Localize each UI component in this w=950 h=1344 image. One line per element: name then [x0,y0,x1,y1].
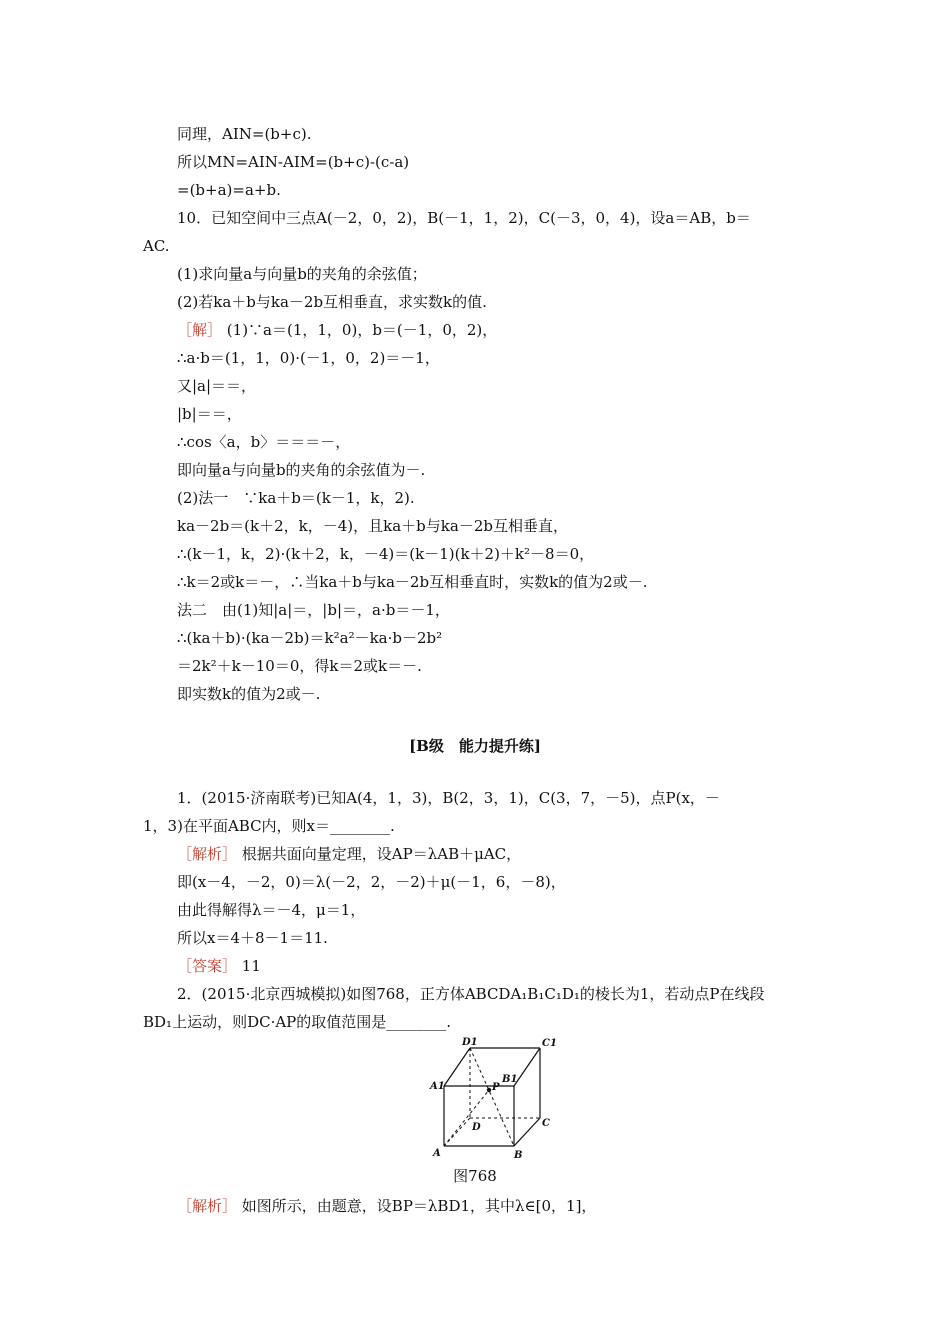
text-line: 法二 由(1)知|a|＝，|b|＝，a·b＝－1， [177,601,450,619]
text-line: 由此得解得λ＝－4，μ＝1， [177,901,366,919]
problem-10: 10．已知空间中三点A(－2，0，2)，B(－1，1，2)，C(－3，0，4)，设a＝AB，b＝ [177,209,751,227]
text-line: 所以x＝4＋8－1＝11. [177,929,328,947]
text-line: 同理，AIN=(b+c). [177,125,312,143]
text-line: AC. [143,237,170,255]
text-line [177,844,521,864]
text-line: 即实数k的值为2或－. [177,685,321,703]
text-line [177,1196,596,1216]
text-line: 即(x－4，－2，0)＝λ(－2，2，－2)＋μ(－1，6，－8)， [177,873,566,891]
text-line: ∴cos〈a，b〉＝＝＝－， [177,433,351,451]
edge-a1d1 [444,1048,470,1086]
text-line: ＝2k²＋k－10＝0，得k＝2或k＝－. [177,657,422,675]
edge-ad [444,1118,470,1146]
text-line: ∴(ka＋b)·(ka－2b)＝k²a²－ka·b－2b² [177,629,443,647]
answer-tag: ［答案］ [177,957,238,975]
label-c: C [542,1118,550,1129]
text-line: 1，3)在平面ABC内，则x＝________. [143,817,395,835]
text-span: (1)∵a＝(1，1，0)，b＝(－1，0，2)， [226,321,498,339]
edge-bc [514,1118,540,1146]
text-line: ∴a·b＝(1，1，0)·(－1，0，2)＝－1， [177,349,440,367]
label-b1: B1 [502,1074,518,1085]
point-p [487,1088,491,1092]
text-line: ∴k＝2或k＝－，∴当ka＋b与ka－2b互相垂直时，实数k的值为2或－. [177,573,648,591]
label-a1: A1 [430,1081,445,1092]
edge-b1c1 [514,1048,540,1086]
label-b: B [514,1150,523,1161]
answer-value: 11 [241,957,261,975]
problem-1: 1．(2015·济南联考)已知A(4，1，3)，B(2，3，1)，C(3，7，－5)，点P(x，－ [177,789,720,807]
label-d: D [472,1122,481,1133]
text-line: |b|＝＝， [177,405,242,423]
text-line [177,956,261,976]
text-line: 即向量a与向量b的夹角的余弦值为－. [177,461,426,479]
label-d1: D1 [462,1037,478,1048]
text-line: ka－2b＝(k＋2，k，－4)，且ka＋b与ka－2b互相垂直， [177,517,568,535]
label-c1: C1 [542,1038,557,1049]
text-span: 如图所示，由题意，设BP＝λBD1，其中λ∈[0，1]， [241,1197,597,1215]
text-line: ∴(k－1，k，2)·(k＋2，k，－4)＝(k－1)(k＋2)＋k²－8＝0， [177,545,595,563]
text-line: 又|a|＝＝， [177,377,257,395]
text-line: 所以MN=AIN-AIM=(b+c)-(c-a) [177,153,410,171]
label-p: P [492,1082,500,1093]
figure-caption: 图768 [453,1167,497,1185]
text-line: (1)求向量a与向量b的夹角的余弦值； [177,265,427,283]
text-line: BD₁上运动，则DC·AP的取值范围是________. [143,1013,452,1031]
problem-2: 2．(2015·北京西城模拟)如图768，正方体ABCDA₁B₁C₁D₁的棱长为1，若动点P在线段 [177,985,765,1003]
text-line: (2)若ka＋b与ka－2b互相垂直，求实数k的值. [177,293,487,311]
text-line: =(b+a)=a+b. [177,181,281,199]
solution-tag: ［解］ [177,321,223,339]
analysis-tag: ［解析］ [177,1197,238,1215]
label-a: A [433,1148,441,1159]
analysis-tag: ［解析］ [177,845,238,863]
section-heading: [B级 能力提升练] [409,737,541,755]
text-line [177,320,497,340]
cube-figure [428,1034,560,1166]
text-line: (2)法一 ∵ka＋b＝(k－1，k，2). [177,489,415,507]
text-span: 根据共面向量定理，设AP＝λAB＋μAC， [241,845,522,863]
